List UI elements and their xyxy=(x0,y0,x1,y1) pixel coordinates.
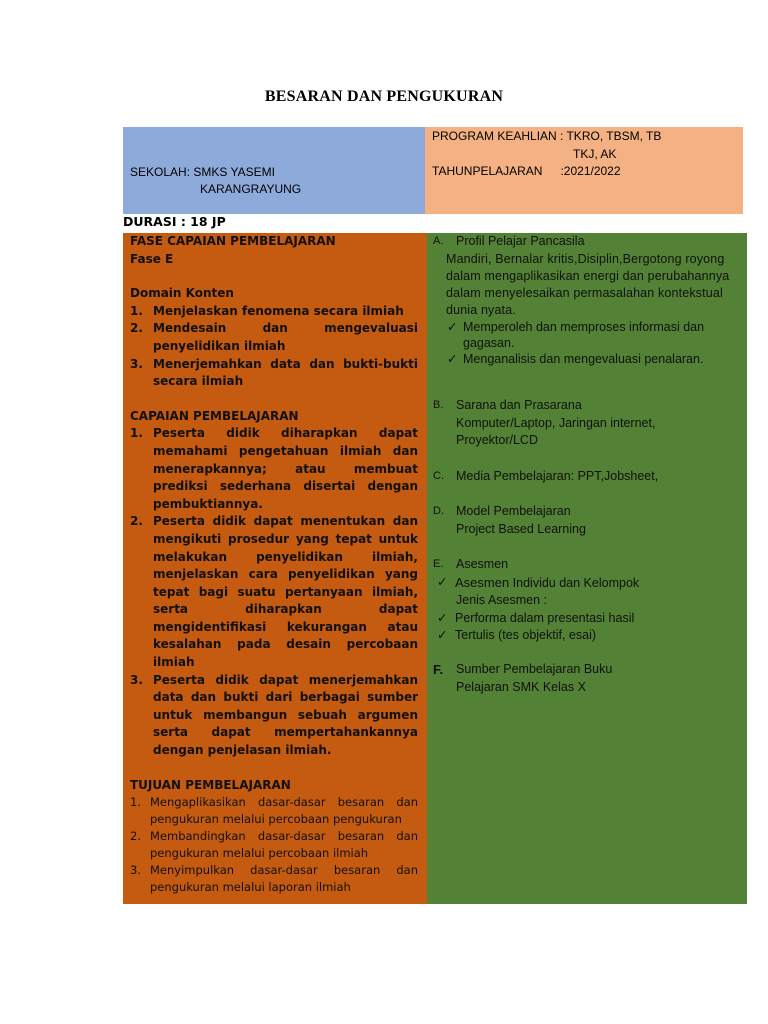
domain-list xyxy=(130,303,418,391)
list-item: 2. Mendesain dan mengevaluasi penyelidikan ilmiah xyxy=(130,321,418,353)
list-item: 3. Peserta didik dapat menerjemahkan data dan bukti dari berbagai sumber untuk membangun sebuah argumen serta dapat mempertahankannya dengan penjelasan ilmiah. xyxy=(130,672,418,758)
fase-value: Fase E xyxy=(130,251,174,266)
program-header-cell xyxy=(425,127,743,214)
check-icon: ✓ xyxy=(437,610,448,625)
section-e-check-3: ✓ Tertulis (tes objektif, esai) xyxy=(433,627,739,645)
section-a-check-1: ✓ Memperoleh dan memproses informasi dan gagasan. xyxy=(447,319,705,350)
section-e-title: Asesmen xyxy=(456,557,509,571)
section-d-body: Project Based Learning xyxy=(456,521,586,536)
school-header-cell xyxy=(123,127,425,214)
program-keahlian: PROGRAM KEAHLIAN : TKRO, TBSM, TB xyxy=(432,129,662,143)
section-f-text-1: Sumber Pembelajaran Buku xyxy=(456,662,613,676)
list-item: 3. Menerjemahkan data dan bukti-bukti secara ilmiah xyxy=(130,356,418,389)
capaian-list xyxy=(130,425,418,759)
page-title: BESARAN DAN PENGUKURAN xyxy=(264,88,504,105)
list-item: 1. Mengaplikasikan dasar-dasar besaran dan pengukuran melalui percobaan pengukuran xyxy=(130,795,418,827)
section-c-text: Media Pembelajaran: PPT,Jobsheet, xyxy=(456,469,659,483)
section-f-text-2: Pelajaran SMK Kelas X xyxy=(456,679,586,694)
section-a-title: Profil Pelajar Pancasila xyxy=(456,234,585,248)
list-item: 1. Peserta didik diharapkan dapat memahami pengetahuan ilmiah dan menerapkannya; atau membuat prediksi sederhana disertai dengan pembuktiannya. xyxy=(130,426,418,511)
tujuan-list xyxy=(130,794,418,896)
learning-plan-column xyxy=(427,233,747,904)
check-icon: ✓ xyxy=(437,628,448,642)
section-a-check-2: ✓ Menganalisis dan mengevaluasi penalaran. xyxy=(447,351,704,366)
section-e-jenis: Jenis Asesmen : xyxy=(456,593,548,607)
section-a-body: Mandiri, Bernalar kritis,Disiplin,Bergotong royong dalam mengaplikasikan energi dan perubahannya dalam menyelesaikan permasalahan kontekstual dunia nyata. xyxy=(446,251,730,317)
section-b: B. Sarana dan Prasarana Komputer/Laptop, Jaringan internet, Proyektor/LCD xyxy=(433,397,739,450)
domain-heading: Domain Konten xyxy=(130,286,234,301)
tujuan-heading: TUJUAN PEMBELAJARAN xyxy=(130,777,291,792)
check-icon: ✓ xyxy=(447,351,458,366)
program-keahlian-cont: TKJ, AK xyxy=(573,147,617,161)
durasi-label: DURASI : 18 JP xyxy=(123,214,226,229)
check-icon: ✓ xyxy=(437,574,448,589)
section-d: D. Model Pembelajaran Project Based Learning xyxy=(433,503,739,538)
list-item: 2. Peserta didik dapat menentukan dan mengikuti prosedur yang tepat untuk melakukan penyelidikan ilmiah, menjelaskan cara penyelidikan yang tepat bagi suatu pertanyaan ilmiah, serta diharapkan dapat mengidentifikasi kekurangan atau kesalahan pada desain percobaan ilmiah xyxy=(130,514,418,670)
tahun-pelajaran xyxy=(432,164,621,178)
tahun-value: :2021/2022 xyxy=(560,164,621,178)
learning-outcomes-column xyxy=(123,233,427,904)
section-b-body: Komputer/Laptop, Jaringan internet, Proyektor/LCD xyxy=(456,415,656,447)
capaian-heading: CAPAIAN PEMBELAJARAN xyxy=(130,408,299,423)
list-item: 1. Menjelaskan fenomena secara ilmiah xyxy=(130,303,404,318)
list-item: 3. Menyimpulkan dasar-dasar besaran dan pengukuran melalui laporan ilmiah xyxy=(130,863,418,895)
section-b-title: Sarana dan Prasarana xyxy=(456,398,582,412)
school-location: KARANGRAYUNG xyxy=(200,182,302,196)
check-icon: ✓ xyxy=(447,319,458,334)
list-item: 2. Membandingkan dasar-dasar besaran dan pengukuran melalui percobaan ilmiah xyxy=(130,829,418,861)
section-e: E. Asesmen ✓ Asesmen Individu dan Kelompok Jenis Asesmen : ✓ Performa dalam presentasi hasil ✓ Tertulis (tes objektif, esai) xyxy=(433,556,739,645)
section-f: F. Sumber Pembelajaran Buku Pelajaran SMK Kelas X xyxy=(433,661,739,696)
fase-heading: FASE CAPAIAN PEMBELAJARAN xyxy=(130,234,336,248)
section-d-title: Model Pembelajaran xyxy=(456,504,571,518)
section-c: C. Media Pembelajaran: PPT,Jobsheet, xyxy=(433,468,739,486)
school-name: SEKOLAH: SMKS YASEMI xyxy=(130,165,275,179)
section-e-check-2: ✓ Performa dalam presentasi hasil xyxy=(433,610,739,628)
section-a: A. Profil Pelajar Pancasila Mandiri, Bernalar kritis,Disiplin,Bergotong royong dalam mengaplikasikan energi dan perubahannya dalam menyelesaikan permasalahan kontekstual dunia nyata. ✓ Memperoleh dan memproses informasi dan gagasan. ✓ Menganalisis dan mengevaluasi penalaran. xyxy=(433,233,739,367)
section-e-check-1: ✓ Asesmen Individu dan Kelompok xyxy=(437,574,640,590)
tahun-label: TAHUNPELAJARAN xyxy=(432,164,543,178)
